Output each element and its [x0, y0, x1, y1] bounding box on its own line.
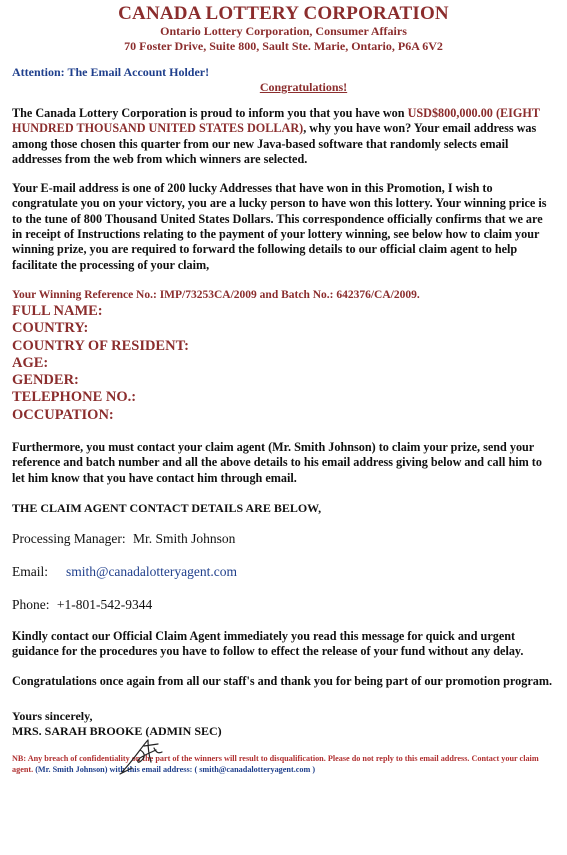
closing-salutation: Yours sincerely, — [12, 708, 93, 723]
field-telephone: TELEPHONE NO.: — [12, 389, 137, 406]
email-label: Email: — [12, 563, 48, 579]
field-country-of-resident: COUNTRY OF RESIDENT: — [12, 337, 189, 354]
paragraph-thanks: Congratulations once again from all our staff's and thank you for being part of our promotion program. — [12, 673, 553, 688]
nb-agent-email[interactable]: ( smith@canadalotteryagent.com ) — [194, 764, 316, 774]
paragraph-claim-details: Your E-mail address is one of 200 lucky Addresses that have won in this Promotion, I wish to congratulate you on your victory, you are a lucky person to have won this lottery. Your winning price is to the tune of 800 Thousand United States Dollars. This correspondence officially confirms that we are in receipt of Instructions relating to the payment of your lottery winning, see below how to claim your winning prize, you are required to forward the following details to our official claim agent to help facilitate the processing of your claim, — [12, 181, 547, 272]
agent-email-link[interactable]: smith@canadalotteryagent.com — [66, 563, 237, 579]
field-age: AGE: — [12, 354, 49, 371]
win-amount: USD$800,000.00 — [407, 106, 493, 120]
contact-email-row — [12, 564, 555, 580]
field-country: COUNTRY: — [12, 320, 89, 337]
closing-signatory: MRS. SARAH BROOKE (ADMIN SEC) — [12, 723, 222, 738]
field-occupation: OCCUPATION: — [12, 406, 114, 423]
paragraph-urgent-contact: Kindly contact our Official Claim Agent immediately you read this message for quick and urgent guidance for the procedures you have to follow to effect the release of your fund without any delay. — [12, 628, 524, 659]
paragraph-win-announcement — [12, 106, 555, 167]
paragraph-contact-agent: Furthermore, you must contact your claim agent (Mr. Smith Johnson) to claim your prize, send your reference and batch number and all the above details to his email address giving below and call him to let him know that you have contact him through email. — [12, 440, 542, 485]
field-gender: GENDER: — [12, 372, 79, 389]
contact-manager-row — [12, 531, 555, 547]
attention-line: Attention: The Email Account Holder! — [12, 65, 210, 79]
handwritten-signature-icon — [118, 738, 164, 776]
para1-text-before: The Canada Lottery Corporation is proud to inform you that you have won — [12, 106, 408, 120]
nb-text: NB: Any breach of confidentiality on the part of the winners will result to disqualification. Please do not reply to this email address. Contact your claim agent. — [12, 753, 539, 774]
manager-value: Mr. Smith Johnson — [132, 530, 236, 546]
win-amount-words: (EIGHT HUNDRED THOUSAND UNITED STATES DOLLAR) — [12, 106, 540, 136]
required-fields-list — [12, 303, 555, 424]
phone-value: +1-801-542-9344 — [56, 596, 153, 612]
manager-label: Processing Manager: — [12, 530, 126, 546]
confidentiality-note — [12, 753, 555, 775]
letter-subtitle-org: Ontario Lottery Corporation, Consumer Affairs — [160, 24, 407, 38]
closing-block — [12, 709, 555, 739]
field-full-name: FULL NAME: — [12, 302, 103, 319]
winning-reference: Your Winning Reference No.: IMP/73253CA/2009 and Batch No.: 642376/CA/2009. — [12, 288, 420, 301]
contact-phone-row — [12, 597, 555, 613]
congratulations-heading: Congratulations! — [259, 80, 348, 94]
phone-label: Phone: — [12, 596, 50, 612]
agent-contact-heading: THE CLAIM AGENT CONTACT DETAILS ARE BELOW, — [12, 500, 322, 515]
nb-agent-text: (Mr. Smith Johnson) with this email address: — [35, 764, 195, 774]
letter-subtitle-address: 70 Foster Drive, Suite 800, Sault Ste. Marie, Ontario, P6A 6V2 — [124, 39, 443, 53]
letter-title: CANADA LOTTERY CORPORATION — [118, 3, 449, 24]
para1-text-after: , why you have won? Your email address was among those chosen this quarter from our new Java-based software that randomly selects email addresses from the web from which winners are selected. — [12, 121, 537, 166]
